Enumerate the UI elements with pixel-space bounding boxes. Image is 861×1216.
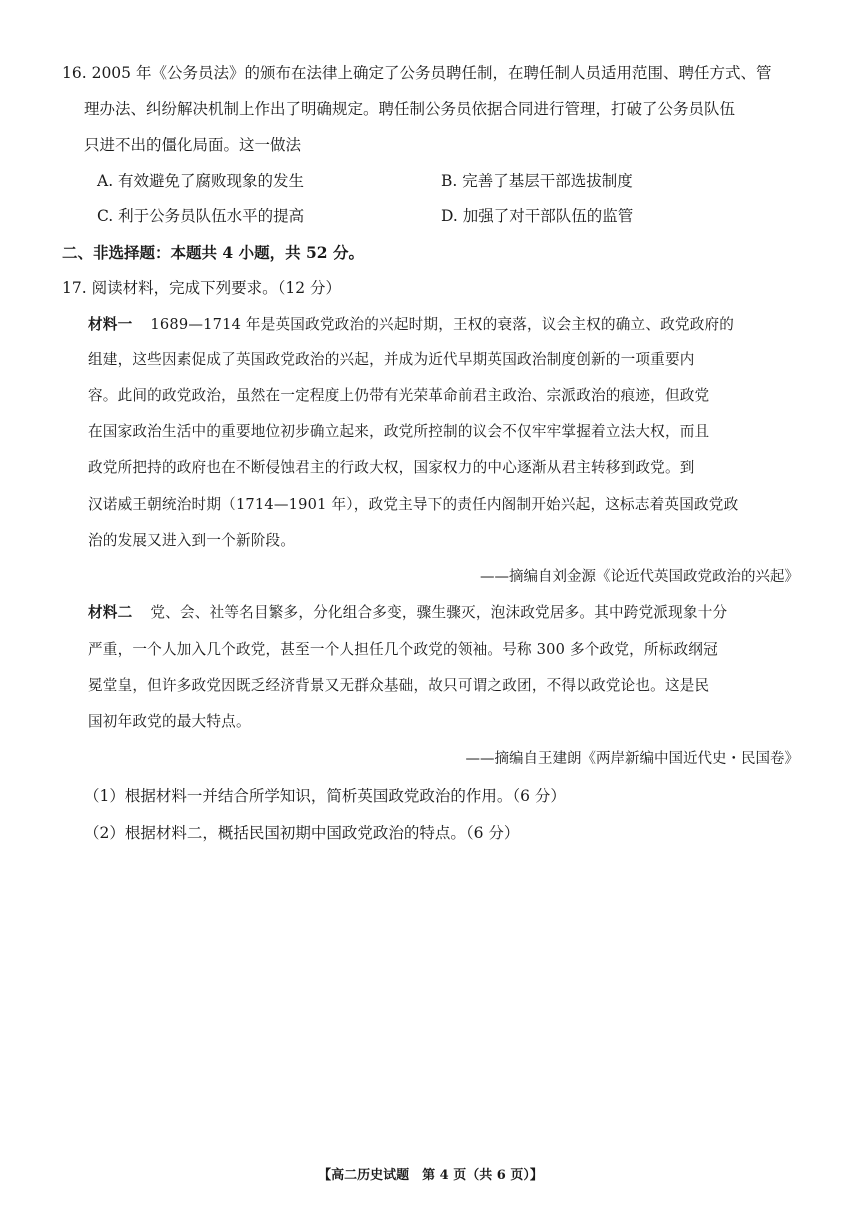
q16-option-b: B. 完善了基层干部选拔制度	[441, 172, 633, 190]
material1-line-2: 组建，这些因素促成了英国政党政治的兴起，并成为近代早期英国政治制度创新的一项重要内	[88, 351, 695, 368]
q16-stem-line-3: 只进不出的僵化局面。这一做法	[84, 136, 302, 154]
page-footer: 【高二历史试题 第 4 页（共 6 页）】	[318, 1168, 543, 1183]
q17-subquestion-1: （1）根据材料一并结合所学知识，简析英国政党政治的作用。（6 分）	[84, 787, 566, 805]
material1-line-1	[88, 318, 734, 333]
material2-line-4: 国初年政党的最大特点。	[88, 713, 251, 730]
material1-line-5: 政党所把持的政府也在不断侵蚀君主的行政大权，国家权力的中心逐渐从君主转移到政党。到	[88, 459, 695, 476]
material2-line-3: 冕堂皇，但许多政党因既乏经济背景又无群众基础，故只可谓之政团，不得以政党论也。这是民	[88, 677, 710, 694]
section-heading: 二、非选择题：本题共 4 小题，共 52 分。	[62, 243, 364, 262]
material2-line-2: 严重，一个人加入几个政党，甚至一个人担任几个政党的领袖。号称 300 多个政党，所标政纲冠	[88, 641, 718, 658]
q16-stem-line-2: 理办法、纠纷解决机制上作出了明确规定。聘任制公务员依据合同进行管理，打破了公务员队伍	[84, 100, 736, 118]
q17-intro: 17. 阅读材料，完成下列要求。（12 分）	[62, 279, 341, 297]
material1-line-6: 汉诺威王朝统治时期（1714—1901 年），政党主导下的责任内阁制开始兴起，这标志着英国政党政	[88, 496, 739, 513]
q16-stem-line-1: 16. 2005 年《公务员法》的颁布在法律上确定了公务员聘任制，在聘任制人员适用范围、聘任方式、管	[62, 64, 772, 82]
material1-text-1: 1689—1714 年是英国政党政治的兴起时期，王权的衰落，议会主权的确立、政党政府的	[150, 316, 735, 333]
material1-line-4: 在国家政治生活中的重要地位初步确立起来，政党所控制的议会不仅牢牢掌握着立法大权，而且	[88, 423, 710, 440]
material2-label: 材料二	[88, 604, 133, 621]
material1-source: ——摘编自刘金源《论近代英国政党政治的兴起》	[480, 569, 799, 585]
material2-line-1	[88, 606, 727, 621]
material2-source: ——摘编自王建朗《两岸新编中国近代史・民国卷》	[465, 751, 799, 767]
material1-label: 材料一	[88, 316, 133, 333]
q16-option-a: A. 有效避免了腐败现象的发生	[97, 172, 305, 190]
material1-line-7: 治的发展又进入到一个新阶段。	[88, 532, 296, 549]
q17-subquestion-2: （2）根据材料二，概括民国初期中国政党政治的特点。（6 分）	[84, 824, 520, 842]
material2-text-1: 党、会、社等名目繁多，分化组合多变，骤生骤灭，泡沫政党居多。其中跨党派现象十分	[150, 604, 728, 621]
q16-option-d: D. 加强了对干部队伍的监管	[441, 207, 634, 225]
q16-option-c: C. 利于公务员队伍水平的提高	[97, 207, 305, 225]
material1-line-3: 容。此间的政党政治，虽然在一定程度上仍带有光荣革命前君主政治、宗派政治的痕迹，但政党	[88, 387, 710, 404]
